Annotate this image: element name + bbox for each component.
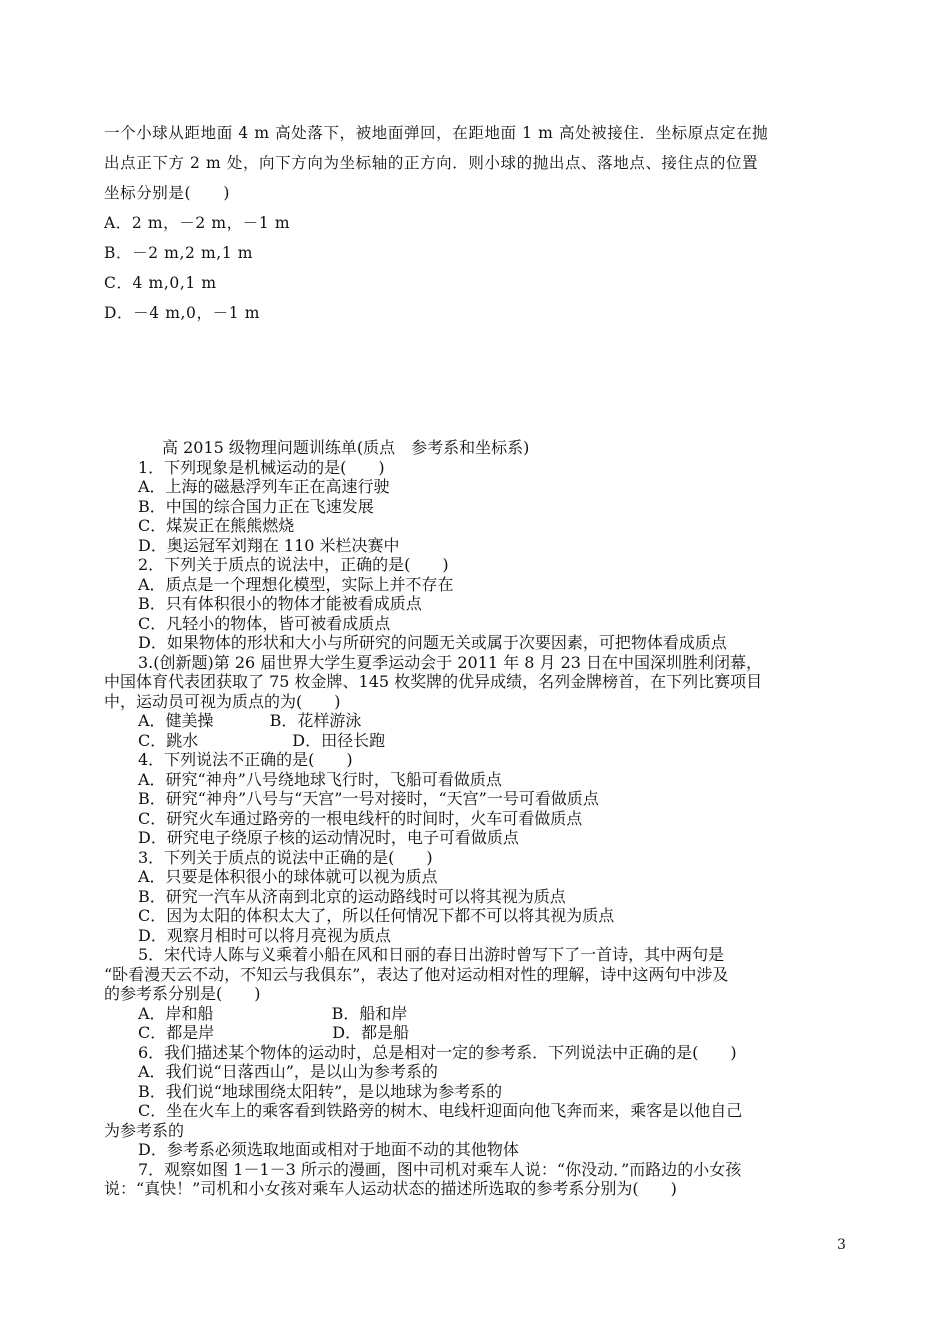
question-5-option-d: D．都是船: [332, 1023, 410, 1042]
question-5-options-row: [104, 1004, 864, 1024]
question-6-option-c-line: 为参考系的: [104, 1120, 185, 1140]
question-2-option-d: D．如果物体的形状和大小与所研究的问题无关或属于次要因素，可把物体看成质点: [138, 633, 727, 652]
question-3a-option-a: A．健美操: [138, 711, 214, 730]
question-3a-option-d: D．田径长跑: [292, 730, 386, 750]
question-3b-option-d: D．观察月相时可以将月亮视为质点: [138, 925, 391, 945]
question-3a-options-row: [104, 711, 864, 731]
question-2-option-c: C．凡轻小的物体，皆可被看成质点: [138, 613, 391, 633]
question-3b-option-a: A．只要是体积很小的球体就可以视为质点: [138, 867, 438, 886]
question-3a-stem-line: 中，运动员可视为质点的为( ): [104, 691, 341, 711]
question-2-option-a: A．质点是一个理想化模型，实际上并不存在: [138, 574, 454, 594]
option-a: A．2 m，－2 m，－1 m: [104, 214, 291, 232]
option-d: D．－4 m,0，－1 m: [104, 304, 260, 322]
question-5-option-a: A．岸和船: [138, 1003, 214, 1023]
question-1-stem: 1．下列现象是机械运动的是( ): [138, 457, 385, 477]
option-c: C．4 m,0,1 m: [104, 274, 217, 292]
question-stem-line: 出点正下方 2 m 处，向下方向为坐标轴的正方向．则小球的抛出点、落地点、接住点的位置: [104, 154, 759, 172]
question-6-option-b: B．我们说“地球围绕太阳转”，是以地球为参考系的: [138, 1081, 503, 1101]
question-5-stem-line: 5．宋代诗人陈与义乘着小船在风和日丽的春日出游时曾写下了一首诗，其中两句是: [138, 945, 725, 964]
top-question: [104, 118, 864, 328]
question-5-options-row: [104, 1023, 864, 1043]
worksheet: [104, 438, 864, 1199]
question-1-option-d: D．奥运冠军刘翔在 110 米栏决赛中: [138, 535, 400, 555]
question-3a-stem-line: 3.(创新题)第 26 届世界大学生夏季运动会于 2011 年 8 月 23 日在中国深圳胜利闭幕，: [138, 652, 763, 672]
question-4-option-d: D．研究电子绕原子核的运动情况时，电子可看做质点: [138, 828, 519, 847]
question-3b-option-c: C．因为太阳的体积太大了，所以任何情况下都不可以将其视为质点: [138, 906, 615, 925]
question-5-stem-line: 的参考系分别是( ): [104, 984, 261, 1003]
question-stem-line: 坐标分别是( ): [104, 184, 230, 202]
question-4-option-c: C．研究火车通过路旁的一根电线杆的时间时，火车可看做质点: [138, 808, 583, 828]
question-7-stem-line: 7．观察如图 1－1－3 所示的漫画，图中司机对乘车人说：“你没动．”而路边的小女孩: [138, 1159, 742, 1179]
question-6-option-a: A．我们说“日落西山”，是以山为参考系的: [138, 1062, 438, 1081]
option-b: B．－2 m,2 m,1 m: [104, 244, 254, 262]
question-1-option-a: A．上海的磁悬浮列车正在高速行驶: [138, 477, 390, 496]
question-1-option-c: C．煤炭正在熊熊燃烧: [138, 516, 295, 535]
question-3b-stem: 3．下列关于质点的说法中正确的是( ): [138, 847, 433, 867]
question-2-stem: 2．下列关于质点的说法中，正确的是( ): [138, 555, 449, 574]
question-3a-option-b: B．花样游泳: [269, 711, 362, 730]
question-3a-stem-line: 中国体育代表团获取了 75 枚金牌、145 枚奖牌的优异成绩，名列金牌榜首，在下列比赛项目: [104, 672, 763, 691]
question-4-stem: 4．下列说法不正确的是( ): [138, 750, 353, 769]
question-6-stem: 6．我们描述某个物体的运动时，总是相对一定的参考系．下列说法中正确的是( ): [138, 1042, 737, 1062]
page-number: 3: [837, 1237, 846, 1253]
question-1-option-b: B．中国的综合国力正在飞速发展: [138, 496, 374, 516]
question-5-stem-line: “卧看漫天云不动，不知云与我俱东”，表达了他对运动相对性的理解，诗中这两句中涉及: [104, 964, 729, 984]
question-2-option-b: B．只有体积很小的物体才能被看成质点: [138, 594, 422, 613]
question-3b-option-b: B．研究一汽车从济南到北京的运动路线时可以将其视为质点: [138, 886, 566, 906]
question-3a-options-row: [104, 731, 864, 751]
question-stem-line: 一个小球从距地面 4 m 高处落下，被地面弹回，在距地面 1 m 高处被接住．坐标原点定在抛: [104, 124, 769, 142]
worksheet-title: 高 2015 级物理问题训练单(质点 参考系和坐标系): [162, 438, 530, 457]
question-4-option-a: A．研究“神舟”八号绕地球飞行时，飞船可看做质点: [138, 769, 502, 789]
question-4-option-b: B．研究“神舟”八号与“天宫”一号对接时，“天宫”一号可看做质点: [138, 789, 599, 808]
question-5-option-c: C．都是岸: [138, 1023, 215, 1042]
question-6-option-d: D．参考系必须选取地面或相对于地面不动的其他物体: [138, 1140, 519, 1159]
question-3a-option-c: C．跳水: [138, 730, 199, 750]
question-6-option-c-line: C．坐在火车上的乘客看到铁路旁的树木、电线杆迎面向他飞奔而来，乘客是以他自己: [138, 1101, 743, 1120]
question-5-option-b: B．船和岸: [331, 1003, 408, 1023]
question-7-stem-line: 说：“真快！”司机和小女孩对乘车人运动状态的描述所选取的参考系分别为( ): [104, 1179, 677, 1198]
